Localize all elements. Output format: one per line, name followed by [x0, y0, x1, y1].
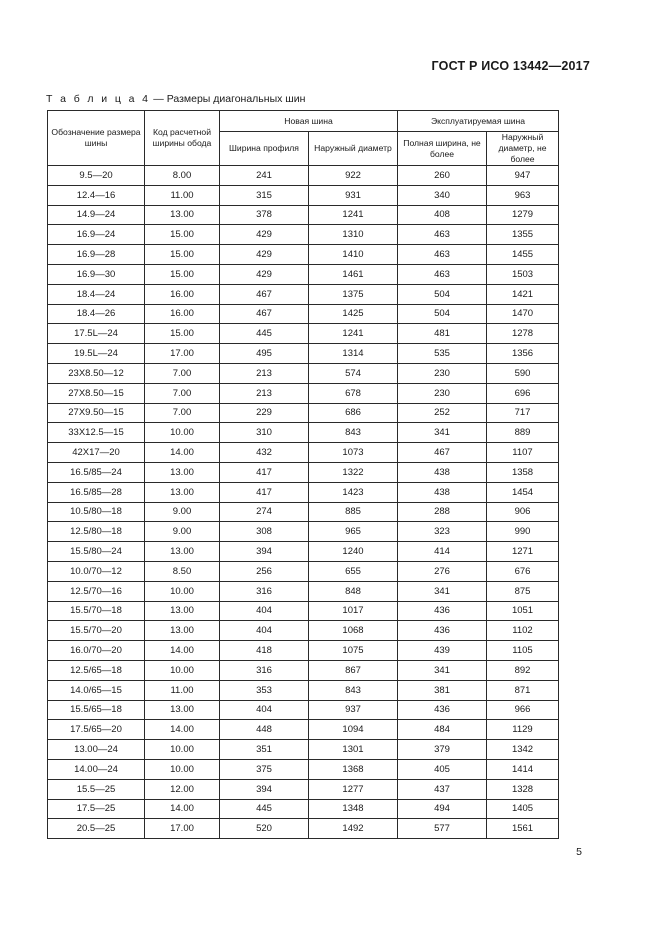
cell-used-diameter: 1278 — [487, 324, 559, 344]
cell-new-diameter: 1348 — [309, 799, 398, 819]
cell-new-width: 351 — [220, 740, 309, 760]
table-row — [48, 621, 559, 641]
cell-used-width: 260 — [398, 166, 487, 186]
table-row — [48, 799, 559, 819]
cell-new-width: 241 — [220, 166, 309, 186]
cell-designation: 16.9—28 — [48, 245, 145, 265]
table-row — [48, 561, 559, 581]
cell-used-diameter: 1279 — [487, 205, 559, 225]
table-row — [48, 759, 559, 779]
cell-used-width: 323 — [398, 522, 487, 542]
table-row — [48, 403, 559, 423]
cell-used-diameter: 1051 — [487, 601, 559, 621]
cell-new-width: 404 — [220, 621, 309, 641]
cell-new-width: 394 — [220, 779, 309, 799]
cell-used-diameter: 1105 — [487, 641, 559, 661]
cell-used-diameter: 1328 — [487, 779, 559, 799]
cell-used-width: 340 — [398, 185, 487, 205]
table-header — [48, 111, 559, 166]
cell-designation: 19.5L—24 — [48, 344, 145, 364]
cell-used-width: 405 — [398, 759, 487, 779]
cell-used-width: 437 — [398, 779, 487, 799]
cell-rim-code: 17.00 — [145, 819, 220, 839]
cell-used-diameter: 1414 — [487, 759, 559, 779]
cell-used-diameter: 1561 — [487, 819, 559, 839]
cell-new-width: 429 — [220, 225, 309, 245]
cell-used-width: 463 — [398, 225, 487, 245]
cell-new-width: 316 — [220, 581, 309, 601]
cell-new-diameter: 885 — [309, 502, 398, 522]
cell-used-width: 504 — [398, 304, 487, 324]
cell-used-width: 341 — [398, 423, 487, 443]
cell-designation: 12.5/80—18 — [48, 522, 145, 542]
cell-designation: 9.5—20 — [48, 166, 145, 186]
cell-designation: 14.0/65—15 — [48, 680, 145, 700]
cell-used-diameter: 1421 — [487, 284, 559, 304]
cell-rim-code: 14.00 — [145, 443, 220, 463]
cell-rim-code: 11.00 — [145, 185, 220, 205]
table-row — [48, 680, 559, 700]
table-row — [48, 482, 559, 502]
cell-used-width: 341 — [398, 660, 487, 680]
cell-used-width: 494 — [398, 799, 487, 819]
cell-rim-code: 11.00 — [145, 680, 220, 700]
cell-used-width: 535 — [398, 344, 487, 364]
cell-new-width: 229 — [220, 403, 309, 423]
cell-designation: 12.5/70—16 — [48, 581, 145, 601]
cell-new-diameter: 1241 — [309, 324, 398, 344]
cell-new-diameter: 1094 — [309, 720, 398, 740]
cell-new-width: 417 — [220, 482, 309, 502]
table-row — [48, 522, 559, 542]
cell-rim-code: 16.00 — [145, 284, 220, 304]
cell-rim-code: 13.00 — [145, 462, 220, 482]
document-standard-header: ГОСТ Р ИСО 13442—2017 — [431, 59, 590, 73]
table-row — [48, 819, 559, 839]
cell-used-diameter: 1355 — [487, 225, 559, 245]
cell-designation: 27X8.50—15 — [48, 383, 145, 403]
cell-used-width: 230 — [398, 383, 487, 403]
cell-new-diameter: 922 — [309, 166, 398, 186]
cell-used-width: 230 — [398, 363, 487, 383]
cell-rim-code: 10.00 — [145, 423, 220, 443]
cell-designation: 15.5/70—18 — [48, 601, 145, 621]
cell-new-width: 467 — [220, 304, 309, 324]
cell-rim-code: 7.00 — [145, 403, 220, 423]
column-header-new-diameter: Наружный диаметр — [309, 132, 398, 166]
cell-used-width: 577 — [398, 819, 487, 839]
cell-used-width: 341 — [398, 581, 487, 601]
cell-used-diameter: 889 — [487, 423, 559, 443]
cell-rim-code: 7.00 — [145, 363, 220, 383]
cell-rim-code: 12.00 — [145, 779, 220, 799]
cell-new-width: 316 — [220, 660, 309, 680]
cell-new-width: 429 — [220, 245, 309, 265]
cell-used-width: 481 — [398, 324, 487, 344]
cell-new-diameter: 1017 — [309, 601, 398, 621]
cell-used-width: 408 — [398, 205, 487, 225]
table-row — [48, 264, 559, 284]
cell-used-diameter: 875 — [487, 581, 559, 601]
cell-rim-code: 13.00 — [145, 205, 220, 225]
cell-designation: 15.5/70—20 — [48, 621, 145, 641]
column-header-rim-code: Код расчетной ширины обода — [145, 111, 220, 166]
table-row — [48, 245, 559, 265]
table-row — [48, 502, 559, 522]
cell-designation: 14.00—24 — [48, 759, 145, 779]
cell-new-width: 432 — [220, 443, 309, 463]
table-row — [48, 423, 559, 443]
cell-new-diameter: 848 — [309, 581, 398, 601]
cell-rim-code: 9.00 — [145, 522, 220, 542]
table-row — [48, 284, 559, 304]
cell-used-width: 467 — [398, 443, 487, 463]
cell-rim-code: 9.00 — [145, 502, 220, 522]
cell-new-width: 353 — [220, 680, 309, 700]
cell-used-diameter: 892 — [487, 660, 559, 680]
cell-used-width: 438 — [398, 482, 487, 502]
table-row — [48, 383, 559, 403]
cell-used-diameter: 947 — [487, 166, 559, 186]
cell-new-diameter: 843 — [309, 680, 398, 700]
cell-new-diameter: 1461 — [309, 264, 398, 284]
cell-used-diameter: 1342 — [487, 740, 559, 760]
cell-new-diameter: 1425 — [309, 304, 398, 324]
cell-new-diameter: 937 — [309, 700, 398, 720]
cell-new-diameter: 1375 — [309, 284, 398, 304]
table-row — [48, 542, 559, 562]
cell-new-diameter: 1322 — [309, 462, 398, 482]
cell-rim-code: 10.00 — [145, 581, 220, 601]
table-row — [48, 779, 559, 799]
cell-designation: 16.9—30 — [48, 264, 145, 284]
table-row — [48, 205, 559, 225]
cell-designation: 17.5/65—20 — [48, 720, 145, 740]
cell-new-width: 520 — [220, 819, 309, 839]
cell-used-diameter: 1358 — [487, 462, 559, 482]
cell-used-diameter: 1503 — [487, 264, 559, 284]
table-row — [48, 700, 559, 720]
cell-new-width: 445 — [220, 324, 309, 344]
cell-new-width: 213 — [220, 363, 309, 383]
cell-new-width: 213 — [220, 383, 309, 403]
cell-new-diameter: 843 — [309, 423, 398, 443]
table-row — [48, 304, 559, 324]
cell-used-diameter: 1455 — [487, 245, 559, 265]
cell-designation: 18.4—24 — [48, 284, 145, 304]
cell-rim-code: 14.00 — [145, 641, 220, 661]
cell-used-width: 252 — [398, 403, 487, 423]
cell-rim-code: 15.00 — [145, 225, 220, 245]
cell-new-diameter: 678 — [309, 383, 398, 403]
cell-new-width: 274 — [220, 502, 309, 522]
cell-used-diameter: 1107 — [487, 443, 559, 463]
column-header-designation: Обозначение размера шины — [48, 111, 145, 166]
cell-rim-code: 13.00 — [145, 621, 220, 641]
cell-used-diameter: 1356 — [487, 344, 559, 364]
table-row — [48, 166, 559, 186]
cell-designation: 16.9—24 — [48, 225, 145, 245]
table-row — [48, 740, 559, 760]
cell-new-diameter: 1410 — [309, 245, 398, 265]
cell-rim-code: 15.00 — [145, 245, 220, 265]
tire-dimensions-table — [47, 110, 559, 839]
cell-new-width: 256 — [220, 561, 309, 581]
cell-used-width: 288 — [398, 502, 487, 522]
cell-new-diameter: 1423 — [309, 482, 398, 502]
cell-used-diameter: 1454 — [487, 482, 559, 502]
table-row — [48, 462, 559, 482]
cell-new-width: 404 — [220, 601, 309, 621]
cell-used-diameter: 1129 — [487, 720, 559, 740]
cell-new-diameter: 1368 — [309, 759, 398, 779]
cell-used-diameter: 717 — [487, 403, 559, 423]
cell-designation: 15.5/80—24 — [48, 542, 145, 562]
cell-new-diameter: 655 — [309, 561, 398, 581]
cell-new-width: 429 — [220, 264, 309, 284]
cell-rim-code: 10.00 — [145, 740, 220, 760]
cell-used-width: 438 — [398, 462, 487, 482]
cell-designation: 18.4—26 — [48, 304, 145, 324]
cell-new-diameter: 686 — [309, 403, 398, 423]
cell-designation: 33X12.5—15 — [48, 423, 145, 443]
cell-used-width: 463 — [398, 245, 487, 265]
page-number: 5 — [576, 846, 582, 858]
cell-designation: 42X17—20 — [48, 443, 145, 463]
table-row — [48, 185, 559, 205]
column-group-new-tire: Новая шина — [220, 111, 398, 132]
cell-used-width: 463 — [398, 264, 487, 284]
cell-used-diameter: 1102 — [487, 621, 559, 641]
cell-used-width: 276 — [398, 561, 487, 581]
cell-rim-code: 7.00 — [145, 383, 220, 403]
cell-new-diameter: 931 — [309, 185, 398, 205]
table-caption — [46, 93, 305, 105]
table-row — [48, 443, 559, 463]
cell-used-diameter: 906 — [487, 502, 559, 522]
cell-new-diameter: 1301 — [309, 740, 398, 760]
cell-used-width: 439 — [398, 641, 487, 661]
cell-designation: 15.5/65—18 — [48, 700, 145, 720]
cell-used-width: 414 — [398, 542, 487, 562]
table-row — [48, 581, 559, 601]
cell-used-diameter: 696 — [487, 383, 559, 403]
cell-rim-code: 10.00 — [145, 660, 220, 680]
cell-new-width: 375 — [220, 759, 309, 779]
cell-used-diameter: 1405 — [487, 799, 559, 819]
cell-new-width: 417 — [220, 462, 309, 482]
cell-rim-code: 10.00 — [145, 759, 220, 779]
table-row — [48, 720, 559, 740]
cell-new-width: 418 — [220, 641, 309, 661]
cell-used-diameter: 590 — [487, 363, 559, 383]
cell-designation: 14.9—24 — [48, 205, 145, 225]
cell-used-diameter: 1470 — [487, 304, 559, 324]
cell-designation: 17.5L—24 — [48, 324, 145, 344]
table-row — [48, 363, 559, 383]
cell-rim-code: 13.00 — [145, 482, 220, 502]
cell-designation: 12.4—16 — [48, 185, 145, 205]
cell-new-diameter: 1075 — [309, 641, 398, 661]
cell-rim-code: 8.00 — [145, 166, 220, 186]
cell-designation: 16.0/70—20 — [48, 641, 145, 661]
cell-rim-code: 16.00 — [145, 304, 220, 324]
cell-new-diameter: 1073 — [309, 443, 398, 463]
table-row — [48, 324, 559, 344]
column-header-used-diameter: Наружный диаметр, не более — [487, 132, 559, 166]
cell-rim-code: 17.00 — [145, 344, 220, 364]
cell-used-width: 484 — [398, 720, 487, 740]
cell-new-diameter: 1068 — [309, 621, 398, 641]
cell-designation: 13.00—24 — [48, 740, 145, 760]
cell-new-width: 394 — [220, 542, 309, 562]
cell-new-diameter: 867 — [309, 660, 398, 680]
cell-new-width: 378 — [220, 205, 309, 225]
table-row — [48, 344, 559, 364]
cell-rim-code: 13.00 — [145, 542, 220, 562]
cell-new-diameter: 1310 — [309, 225, 398, 245]
cell-rim-code: 14.00 — [145, 720, 220, 740]
cell-designation: 12.5/65—18 — [48, 660, 145, 680]
table-row — [48, 601, 559, 621]
cell-designation: 23X8.50—12 — [48, 363, 145, 383]
cell-designation: 16.5/85—24 — [48, 462, 145, 482]
cell-new-width: 404 — [220, 700, 309, 720]
cell-new-diameter: 1240 — [309, 542, 398, 562]
cell-new-width: 308 — [220, 522, 309, 542]
column-header-used-width: Полная ширина, не более — [398, 132, 487, 166]
cell-used-width: 504 — [398, 284, 487, 304]
cell-new-diameter: 965 — [309, 522, 398, 542]
cell-used-diameter: 963 — [487, 185, 559, 205]
cell-designation: 10.5/80—18 — [48, 502, 145, 522]
cell-rim-code: 13.00 — [145, 700, 220, 720]
cell-new-width: 448 — [220, 720, 309, 740]
cell-designation: 16.5/85—28 — [48, 482, 145, 502]
cell-used-width: 436 — [398, 700, 487, 720]
cell-rim-code: 15.00 — [145, 324, 220, 344]
cell-designation: 20.5—25 — [48, 819, 145, 839]
cell-designation: 10.0/70—12 — [48, 561, 145, 581]
cell-designation: 27X9.50—15 — [48, 403, 145, 423]
cell-new-diameter: 574 — [309, 363, 398, 383]
cell-new-width: 315 — [220, 185, 309, 205]
cell-new-width: 445 — [220, 799, 309, 819]
cell-new-width: 467 — [220, 284, 309, 304]
cell-rim-code: 15.00 — [145, 264, 220, 284]
table-caption-label: Т а б л и ц а 4 — [46, 93, 151, 105]
cell-rim-code: 14.00 — [145, 799, 220, 819]
cell-used-diameter: 871 — [487, 680, 559, 700]
column-header-new-width: Ширина профиля — [220, 132, 309, 166]
column-group-used-tire: Эксплуатируемая шина — [398, 111, 559, 132]
cell-used-diameter: 966 — [487, 700, 559, 720]
cell-designation: 17.5—25 — [48, 799, 145, 819]
cell-used-diameter: 676 — [487, 561, 559, 581]
table-caption-title: — Размеры диагональных шин — [150, 93, 306, 105]
cell-new-width: 495 — [220, 344, 309, 364]
cell-new-diameter: 1241 — [309, 205, 398, 225]
cell-used-width: 436 — [398, 601, 487, 621]
cell-new-diameter: 1277 — [309, 779, 398, 799]
cell-new-width: 310 — [220, 423, 309, 443]
cell-rim-code: 8.50 — [145, 561, 220, 581]
cell-rim-code: 13.00 — [145, 601, 220, 621]
cell-used-width: 379 — [398, 740, 487, 760]
table-row — [48, 641, 559, 661]
cell-used-width: 381 — [398, 680, 487, 700]
cell-used-diameter: 1271 — [487, 542, 559, 562]
cell-used-width: 436 — [398, 621, 487, 641]
cell-designation: 15.5—25 — [48, 779, 145, 799]
table-row — [48, 660, 559, 680]
cell-new-diameter: 1492 — [309, 819, 398, 839]
cell-used-diameter: 990 — [487, 522, 559, 542]
table-body — [48, 166, 559, 839]
table-row — [48, 225, 559, 245]
cell-new-diameter: 1314 — [309, 344, 398, 364]
